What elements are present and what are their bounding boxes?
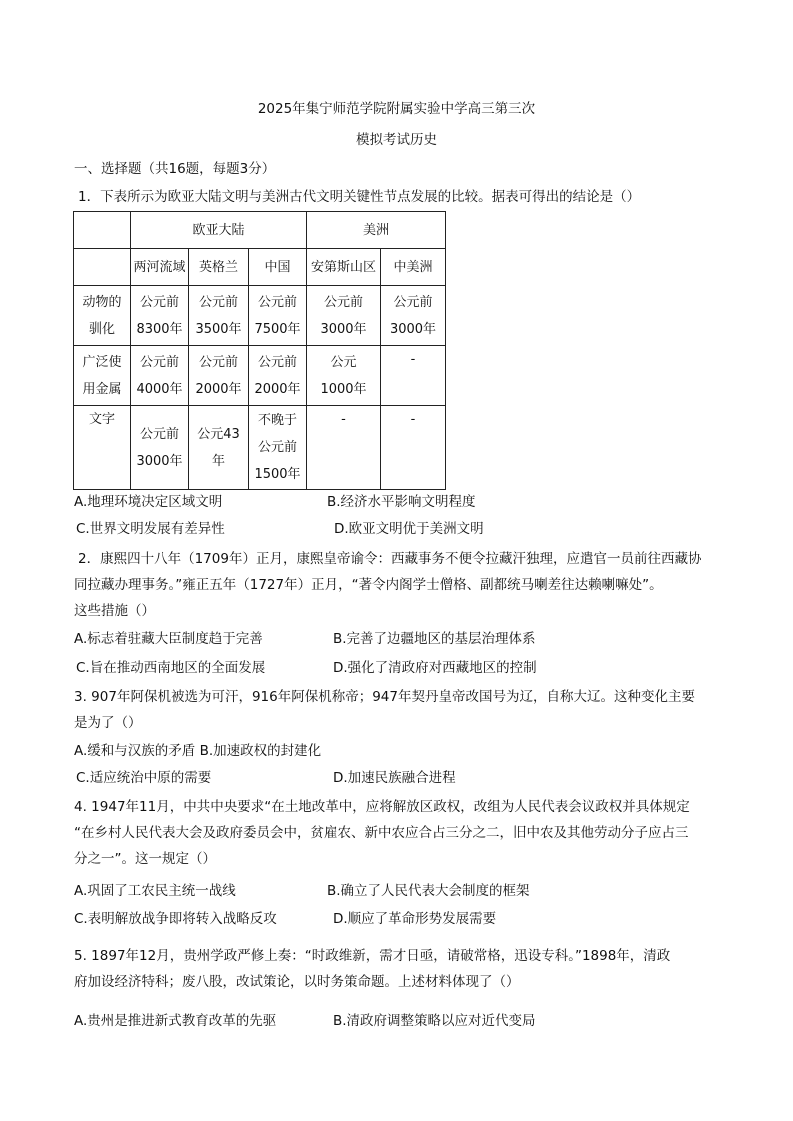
q3-option-ab[interactable]: A.缓和与汉族的矛盾 B.加速政权的封建化 [74, 743, 322, 759]
table-corner-cell [74, 212, 131, 249]
table-cell: 公元前 7500年 [249, 286, 307, 346]
table-column-header: 英格兰 [189, 249, 249, 286]
table-cell: 公元 1000年 [307, 346, 381, 406]
table-row [74, 286, 446, 346]
row-label: 动物的 驯化 [74, 286, 131, 346]
q3-option-d[interactable]: D.加速民族融合进程 [333, 770, 456, 786]
q3-option-c[interactable]: C.适应统治中原的需要 [76, 770, 212, 786]
q4-option-d[interactable]: D.顺应了革命形势发展需要 [333, 911, 497, 927]
q2-stem-line1: 2．康熙四十八年（1709年）正月，康熙皇帝谕令：西藏事务不便令拉藏汗独理，应遣官一员前往西藏协 [78, 551, 702, 567]
q2-option-c[interactable]: C.旨在推动西南地区的全面发展 [76, 660, 266, 676]
table-cell: 公元前 3000年 [131, 406, 189, 490]
q5-stem-line1: 5. 1897年12月，贵州学政严修上奏：“时政维新，需才日亟，请破常格，迅设专科。”1898年，清政 [74, 948, 671, 964]
q1-option-c[interactable]: C.世界文明发展有差异性 [76, 521, 225, 537]
q2-option-b[interactable]: B.完善了边疆地区的基层治理体系 [333, 631, 536, 647]
table-cell: - [381, 346, 446, 406]
row-label: 广泛使 用金属 [74, 346, 131, 406]
exam-subtitle: 模拟考试历史 [356, 132, 437, 148]
table-cell: 公元43 年 [189, 406, 249, 490]
table-cell: 公元前 2000年 [249, 346, 307, 406]
q5-option-b[interactable]: B.清政府调整策略以应对近代变局 [333, 1013, 536, 1029]
q4-stem-line2: “在乡村人民代表大会及政府委员会中，贫雇农、新中农应合占三分之二，旧中农及其他劳动分子应占三 [74, 825, 689, 841]
section-heading: 一、选择题（共16题，每题3分） [74, 161, 276, 177]
table-row [74, 406, 446, 490]
table-row [74, 346, 446, 406]
comparison-table [73, 211, 446, 490]
exam-title: 2025年集宁师范学院附属实验中学高三第三次 [257, 101, 536, 117]
q4-option-b[interactable]: B.确立了人民代表大会制度的框架 [327, 883, 530, 899]
q5-option-a[interactable]: A.贵州是推进新式教育改革的先驱 [74, 1013, 277, 1029]
table-group-header: 欧亚大陆 [131, 212, 307, 249]
table-column-header: 中美洲 [381, 249, 446, 286]
table-group-header: 美洲 [307, 212, 446, 249]
q3-stem-line2: 是为了（） [74, 715, 142, 731]
table-column-header: 两河流域 [131, 249, 189, 286]
q4-stem-line1: 4. 1947年11月，中共中央要求“在土地改革中，应将解放区政权，改组为人民代表会议政权并具体规定 [74, 799, 690, 815]
table-cell: 公元前 3000年 [381, 286, 446, 346]
table-cell: - [381, 406, 446, 490]
table-cell: 公元前 8300年 [131, 286, 189, 346]
table-cell: 不晚于 公元前 1500年 [249, 406, 307, 490]
table-cell: 公元前 3000年 [307, 286, 381, 346]
q4-option-c[interactable]: C.表明解放战争即将转入战略反攻 [74, 911, 277, 927]
q2-option-d[interactable]: D.强化了清政府对西藏地区的控制 [333, 660, 537, 676]
q3-stem-line1: 3. 907年阿保机被选为可汗，916年阿保机称帝；947年契丹皇帝改国号为辽，自称大辽。这种变化主要 [74, 689, 695, 705]
q2-stem-line2: 同拉藏办理事务。”雍正五年（1727年）正月，“著令内阁学士僧格、副都统马喇差往达赖喇嘛处”。 [74, 577, 663, 593]
q1-option-b[interactable]: B.经济水平影响文明程度 [327, 494, 476, 510]
q5-stem-line2: 府加设经济特科；废八股，改试策论，以时务策命题。上述材料体现了（） [74, 974, 520, 990]
q1-option-a[interactable]: A.地理环境决定区域文明 [74, 494, 223, 510]
q4-option-a[interactable]: A.巩固了工农民主统一战线 [74, 883, 236, 899]
table-cell: 公元前 2000年 [189, 346, 249, 406]
q2-option-a[interactable]: A.标志着驻藏大臣制度趋于完善 [74, 631, 263, 647]
q1-option-d[interactable]: D.欧亚文明优于美洲文明 [334, 521, 484, 537]
table-column-header: 安第斯山区 [307, 249, 381, 286]
table-column-header: 中国 [249, 249, 307, 286]
row-label: 文字 [74, 406, 131, 490]
table-cell: - [307, 406, 381, 490]
table-cell: 公元前 4000年 [131, 346, 189, 406]
table-corner-cell [74, 249, 131, 286]
table-cell: 公元前 3500年 [189, 286, 249, 346]
q1-stem: 1．下表所示为欧亚大陆文明与美洲古代文明关键性节点发展的比较。据表可得出的结论是（） [78, 189, 641, 205]
q2-stem-line3: 这些措施（） [74, 603, 155, 619]
q4-stem-line3: 分之一”。这一规定（） [74, 851, 216, 867]
